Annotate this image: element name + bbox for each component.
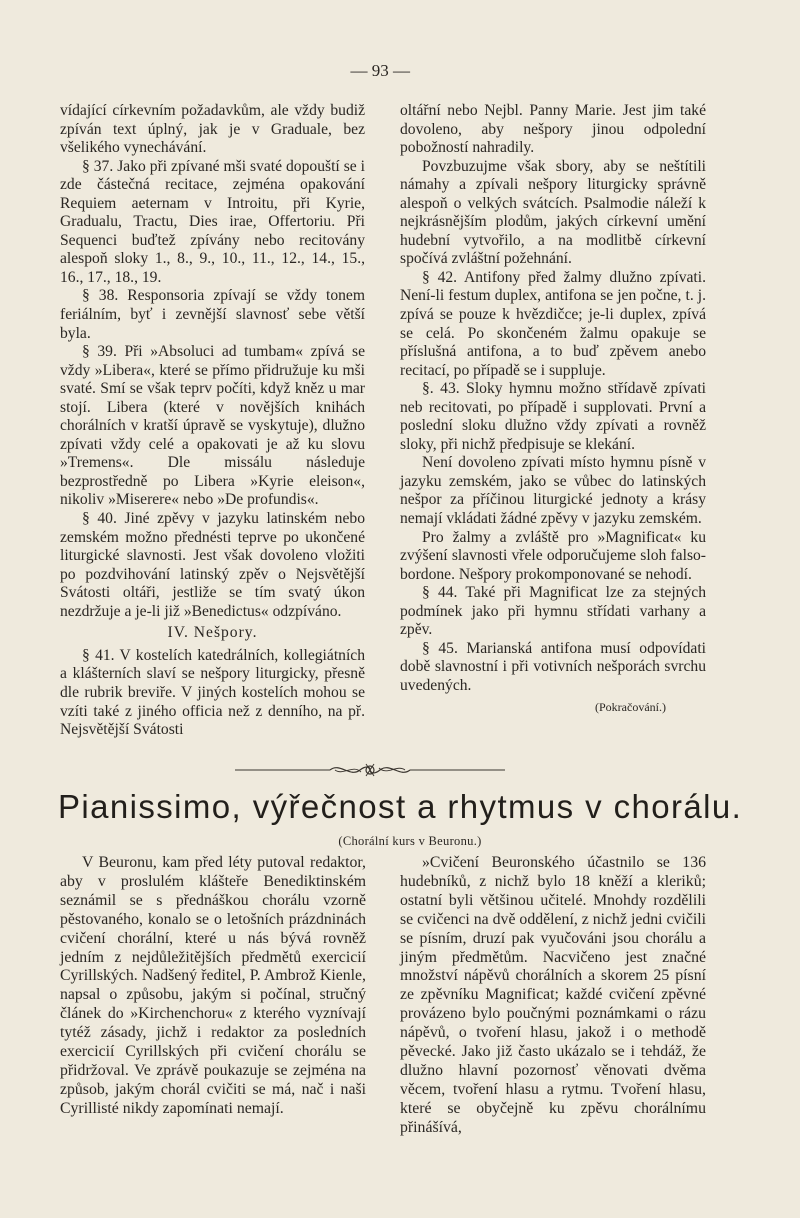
article2-right-column bbox=[400, 854, 706, 1138]
page-number: — 93 — bbox=[350, 61, 410, 80]
paragraph: § 39. Při »Absoluci ad tumbam« zpívá se vždy »Libera«, které se přímo přidružuje ku mši svaté. Smí se však teprv počíti, když kněz u mar stojí. Libera (které v novějších knihách chorálních v kratší úpravě se vyskytuje), dlužno zpívati vždy celé a opakovati je až ku slovu »Tremens«. Dle missálu následuje bezprostředně po Libera »Kyrie eleison«, nikoliv »Miserere« nebo »De profundis«. bbox=[60, 343, 365, 509]
article1-left-column bbox=[60, 102, 365, 740]
paragraph: § 41. V kostelích katedrálních, kollegiátních a klášterních slaví se nešpory liturgicky, přesně dle rubrik breviře. V jiných kostelích mohou se vzíti také z jiného officia než z denního, na př. Nejsvětější Svátosti bbox=[60, 646, 365, 739]
paragraph: § 40. Jiné zpěvy v jazyku latinském nebo zemském možno přednésti teprve po ukončené liturgické slavnosti. Jest však dovoleno vložiti po pozdvihování latinský zpěv o Nejsvětější Svátosti oltáři, jestliže se tím svatý úkon nezdržuje a je-li již »Benedictus« odzpíváno. bbox=[60, 510, 365, 620]
paragraph: § 42. Antifony před žalmy dlužno zpívati. Není-li festum duplex, antifona se jen počne, t. j. zpívá se pouze k hvězdičce; je-li duplex, zpívá se celá. Po skončeném žalmu opakuje se příslušná antifona, a to buď zpěvem anebo recitací, po případě se i suppluje. bbox=[400, 268, 706, 379]
article-subtitle: (Chorální kurs v Beuronu.) bbox=[338, 834, 482, 848]
paragraph: § 37. Jako při zpívané mši svaté dopouští se i zde částečná recitace, zejména opakování Requiem aeternam v Introitu, při Kyrie, Gradualu, Tractu, Dies irae, Offertoriu. Při Sequenci buďtež zpívány nebo recitovány alespoň sloky 1., 8., 9., 10., 11., 12., 14., 15., 16., 17., 18., 19. bbox=[60, 157, 365, 286]
paragraph: Není dovoleno zpívati místo hymnu písně v jazyku zemském, jako se vůbec do latinských nešpor za příčinou liturgické jednoty a krásy nemají vkládati žádné zpěvy v jazyku zemském. bbox=[400, 454, 706, 528]
article-title: Pianissimo, výřečnost a rhytmus v chorálu. bbox=[58, 788, 743, 825]
paragraph: §. 43. Sloky hymnu možno střídavě zpívati neb recitovati, po případě i supplovati. První a poslední sloku dlužno vždy zpívati a rovněž sloky, při nichž předpisuje se klekání. bbox=[400, 380, 706, 453]
paragraph: V Beuronu, kam před léty putoval redaktor, aby v proslulém klášteře Benediktinském seznámil se s přednáškou chorálu vzorně pěstovaného, konalo se o letošních prázdninách cvičení chorální, které u nás bývá rovněž jedním z nejdůležitějších předmětů exercicií Cyrillských. Nadšený ředitel, P. Ambrož Kienle, napsal o způsobu, jakým si počínal, stručný článek do »Kirchenchoru« z kterého vyznívají tytéž zásady, jichž i redaktor za posledních exercicií Cyrillských při cvičení chorálu se přidržoval. Ve zprávě poukazuje se zejména na způsob, jakým chorál cvičiti se má, nač i naši Cyrillisté nikdy zapomínati nemají. bbox=[60, 854, 366, 1117]
ornament-divider bbox=[235, 760, 505, 780]
paragraph: vídající církevním požadavkům, ale vždy budiž zpíván text úplný, jak je v Graduale, bez všelikého vynechávání. bbox=[60, 102, 365, 157]
article1-right-column bbox=[400, 102, 706, 716]
paragraph: Pro žalmy a zvláště pro »Magnificat« ku zvýšení slavnosti vřele odporučujeme sloh falso-bordone. Nešpory prokomponované se nehodí. bbox=[400, 528, 706, 583]
paragraph: »Cvičení Beuronského účastnilo se 136 hudebníků, z nichž bylo 18 kněží a kleriků; ostatní byli většinou učitelé. Mnohdy rozdělili se cvičenci na dvě oddělení, z nichž jedni cvičili se písním, druzí pak vyučováni jsou chorálu a jiným předmětům. Nacvičeno jest značné množství nápěvů chorálních a skorem 25 písní ze zpěvníku Magnificat; každé cvičení zpěvné provázeno bylo poučnými poznámkami o rázu nápěvů, o tvoření hlasu, jakož i o methodě pěvecké. Jako již často ukázalo se i tehdáž, že dlužno hlavní pozornosť věnovati dvěma věcem, tvoření hlasu a rytmu. Tvoření hlasu, které se obyčejně ku zpěvu chorálnímu přinášívá, bbox=[400, 854, 706, 1136]
paragraph: § 38. Responsoria zpívají se vždy tonem feriálním, byť i zevnější slavnosť sebe větší byla. bbox=[60, 287, 365, 342]
paragraph: Povzbuzujme však sbory, aby se neštítili námahy a zpívali nešpory liturgicky správně alespoň o velkých svátcích. Psalmodie náleží k nejkrásnějším plodům, jakých církevní umění hudební vytvořilo, a na modlitbě církevní spočívá zvláštní požehnání. bbox=[400, 157, 706, 268]
article2-left-column bbox=[60, 854, 366, 1119]
paragraph: oltářní nebo Nejbl. Panny Marie. Jest jim také dovoleno, aby nešpory jinou odpolední pobožností nahradily. bbox=[400, 102, 706, 157]
paragraph: § 44. Také při Magnificat lze za stejných podmínek jako při hymnu střídati varhany a zpěv. bbox=[400, 584, 706, 639]
continued-note: (Pokračování.) bbox=[595, 699, 666, 714]
paragraph: § 45. Marianská antifona musí odpovídati době slavnostní i při votivních nešporách svrchu uvedených. bbox=[400, 639, 706, 694]
section-heading: IV. Nešpory. bbox=[167, 624, 258, 642]
